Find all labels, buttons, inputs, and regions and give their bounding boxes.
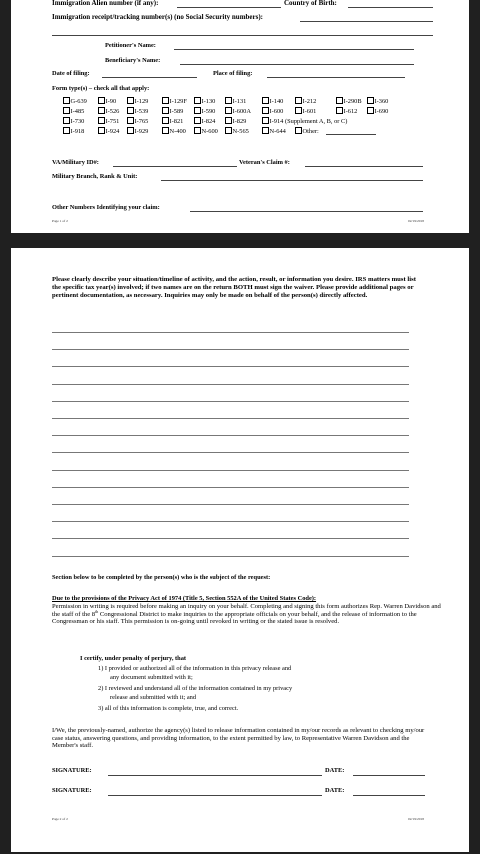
country-of-birth-field[interactable]: [348, 7, 433, 8]
checkbox-icon[interactable]: [262, 97, 269, 104]
form-type-checkbox-item[interactable]: [336, 107, 357, 116]
form-type-label: I-929: [134, 128, 149, 135]
form-type-label: I-212: [302, 98, 317, 105]
va-military-id-field[interactable]: [113, 166, 237, 167]
checkbox-icon[interactable]: [63, 127, 70, 134]
description-line[interactable]: [52, 504, 409, 505]
description-line[interactable]: [52, 538, 409, 539]
form-type-label: I-612: [343, 108, 358, 115]
checkbox-icon[interactable]: [367, 97, 374, 104]
petitioner-name-label: Petitioner's Name:: [105, 42, 156, 49]
checkbox-icon[interactable]: [194, 127, 201, 134]
form-type-checkbox-item[interactable]: [262, 107, 283, 116]
checkbox-icon[interactable]: [63, 107, 70, 114]
checkbox-icon[interactable]: [225, 127, 232, 134]
form-type-label: I-589: [169, 108, 184, 115]
checkbox-icon[interactable]: [295, 97, 302, 104]
petitioner-name-field[interactable]: [174, 49, 414, 50]
form-type-checkbox-item[interactable]: [98, 117, 119, 126]
checkbox-icon[interactable]: [194, 97, 201, 104]
place-of-filing-label: Place of filing:: [213, 70, 253, 77]
veterans-claim-label: Veteran's Claim #:: [239, 159, 290, 166]
cert-item-1: 1) I provided or authorized all of the information in this privacy release and: [98, 665, 292, 672]
form-type-label: Other:: [302, 128, 319, 135]
form-type-checkbox-item[interactable]: [367, 97, 388, 106]
form-type-checkbox-item[interactable]: [127, 127, 148, 136]
checkbox-icon[interactable]: [162, 127, 169, 134]
country-of-birth-label: Country of Birth:: [284, 0, 337, 7]
signature-field-2[interactable]: [108, 795, 322, 796]
form-type-checkbox-item[interactable]: [63, 127, 84, 136]
alien-number-field[interactable]: [177, 7, 281, 8]
form-type-checkbox-item[interactable]: [194, 97, 215, 106]
signature-label-1: SIGNATURE:: [52, 767, 92, 774]
form-type-label: I-130: [201, 98, 216, 105]
form-types-label: Form type(s) – check all that apply:: [52, 85, 150, 92]
form-type-checkbox-item[interactable]: [262, 117, 347, 126]
date-code: 02/19/2018: [408, 219, 424, 223]
form-type-checkbox-item[interactable]: [162, 107, 183, 116]
form-type-label: N-644: [269, 128, 286, 135]
form-type-label: I-290B: [343, 98, 362, 105]
privacy-text-sup: th: [95, 608, 99, 614]
checkbox-icon[interactable]: [98, 117, 105, 124]
form-page-1: [11, 0, 469, 233]
checkbox-icon[interactable]: [162, 117, 169, 124]
description-line[interactable]: [52, 470, 409, 471]
form-type-label: N-565: [232, 128, 249, 135]
date-label-2: DATE:: [325, 787, 345, 794]
other-numbers-label: Other Numbers Identifying your claim:: [52, 204, 160, 211]
form-type-label: I-129F: [169, 98, 187, 105]
checkbox-icon[interactable]: [194, 107, 201, 114]
form-type-checkbox-item[interactable]: [295, 97, 316, 106]
form-type-checkbox-item[interactable]: [162, 117, 183, 126]
page-number-2: Page 2 of 2: [52, 817, 68, 821]
form-type-label: I-539: [134, 108, 149, 115]
form-type-label: I-918: [70, 128, 85, 135]
checkbox-icon[interactable]: [98, 127, 105, 134]
form-type-label: I-730: [70, 118, 85, 125]
cert-item-2: 2) I reviewed and understand all of the information contained in my privacy: [98, 685, 293, 692]
form-type-checkbox-item[interactable]: [295, 107, 316, 116]
place-of-filing-field[interactable]: [267, 77, 405, 78]
form-type-label: I-600A: [232, 108, 251, 115]
checkbox-icon[interactable]: [63, 117, 70, 124]
form-type-label: I-590: [201, 108, 216, 115]
form-type-checkbox-item[interactable]: [194, 107, 215, 116]
form-type-label: N-600: [201, 128, 218, 135]
checkbox-icon[interactable]: [262, 127, 269, 134]
form-type-label: I-601: [302, 108, 317, 115]
description-line[interactable]: [52, 556, 409, 557]
description-line[interactable]: [52, 418, 409, 419]
form-type-checkbox-item[interactable]: [336, 97, 362, 106]
checkbox-icon[interactable]: [194, 117, 201, 124]
other-form-field[interactable]: [326, 134, 376, 135]
veterans-claim-field[interactable]: [305, 166, 423, 167]
other-numbers-field[interactable]: [190, 211, 423, 212]
description-line[interactable]: [52, 384, 409, 385]
form-type-label: I-131: [232, 98, 247, 105]
form-type-label: G-639: [70, 98, 87, 105]
cert-item-3: 3) all of this information is complete, true, and correct.: [98, 705, 239, 712]
checkbox-icon[interactable]: [127, 97, 134, 104]
form-type-checkbox-item[interactable]: [162, 97, 187, 106]
privacy-text-part1: Permission in writing is required before making an inquiry on your behalf. Completing and signing this form authorizes Rep. Warren Davidson and the staff of the 8: [52, 603, 441, 618]
description-line[interactable]: [52, 452, 409, 453]
certify-heading: I certify, under penalty of perjury, that: [80, 655, 187, 662]
form-type-checkbox-item[interactable]: [63, 97, 87, 106]
form-type-label: I-526: [105, 108, 120, 115]
checkbox-icon[interactable]: [336, 97, 343, 104]
form-type-checkbox-item[interactable]: [262, 97, 283, 106]
checkbox-icon[interactable]: [225, 107, 232, 114]
checkbox-icon[interactable]: [127, 127, 134, 134]
form-type-checkbox-item[interactable]: [127, 97, 148, 106]
cert-item-1b: any document submitted with it;: [110, 674, 193, 681]
checkbox-icon[interactable]: [367, 107, 374, 114]
cert-item-2b: release and submitted with it; and: [110, 694, 197, 701]
receipt-numbers-field[interactable]: [300, 21, 433, 22]
form-type-checkbox-item[interactable]: [295, 127, 319, 136]
form-type-checkbox-item[interactable]: [98, 127, 119, 136]
section-heading: Section below to be completed by the person(s) who is the subject of the request:: [52, 574, 271, 581]
form-type-checkbox-item[interactable]: [194, 117, 215, 126]
form-type-checkbox-item[interactable]: [262, 127, 286, 136]
privacy-text-part2: Congressional District to make inquiries to the appropriate officials on your behalf, and the release of information to the Congressman or his staff. This permission is on-going until revoked in writing or the stated issue is resolved.: [52, 610, 417, 626]
checkbox-icon[interactable]: [162, 97, 169, 104]
instructions-text: Please clearly describe your situation/timeline of activity, and the action, result, or information you desire. IRS matters must list the specific tax year(s) involved; if two names are on the return BOTH must sign the waiver. Please provide additional pages or pertinent documentation, as necessary. Inquiries may only be made on behalf of the person(s) directly affected.: [52, 276, 416, 300]
form-type-label: N-400: [169, 128, 186, 135]
form-type-label: I-914 (Supplement A, B, or C): [269, 118, 348, 125]
form-type-checkbox-item[interactable]: [98, 97, 116, 106]
alien-number-label: Immigration Alien number (if any):: [52, 0, 159, 7]
form-type-checkbox-item[interactable]: [225, 117, 246, 126]
description-line[interactable]: [52, 435, 409, 436]
checkbox-icon[interactable]: [127, 117, 134, 124]
form-type-checkbox-item[interactable]: [127, 107, 148, 116]
form-type-label: I-140: [269, 98, 284, 105]
form-type-label: I-690: [374, 108, 389, 115]
form-type-label: I-829: [232, 118, 247, 125]
description-line[interactable]: [52, 487, 409, 488]
checkbox-icon[interactable]: [225, 117, 232, 124]
checkbox-icon[interactable]: [336, 107, 343, 114]
privacy-act-heading: Due to the provisions of the Privacy Act of 1974 (Title 5, Section 552A of the United States Code):: [52, 595, 317, 602]
description-line[interactable]: [52, 521, 409, 522]
checkbox-icon[interactable]: [295, 127, 302, 134]
checkbox-icon[interactable]: [262, 107, 269, 114]
form-type-checkbox-item[interactable]: [225, 107, 251, 116]
form-type-label: I-485: [70, 108, 85, 115]
form-type-checkbox-item[interactable]: [98, 107, 119, 116]
checkbox-icon[interactable]: [63, 97, 70, 104]
form-type-checkbox-item[interactable]: [367, 107, 388, 116]
date-label-1: DATE:: [325, 767, 345, 774]
receipt-numbers-field-2[interactable]: [52, 35, 433, 36]
military-branch-field[interactable]: [161, 180, 423, 181]
description-line[interactable]: [52, 332, 409, 333]
form-type-label: I-360: [374, 98, 389, 105]
form-type-checkbox-item[interactable]: [162, 127, 186, 136]
privacy-permission-text: [52, 603, 444, 626]
date-field-2[interactable]: [353, 795, 425, 796]
checkbox-icon[interactable]: [225, 97, 232, 104]
checkbox-icon[interactable]: [98, 97, 105, 104]
release-authorization-text: I/We, the previously-named, authorize the agency(s) listed to release information contained in my/our records as relevant to checking my/our case status, answering questions, and providing information, to the extent permitted by law, to Representative Warren Davidson and the Member's staff.: [52, 727, 425, 750]
date-field-1[interactable]: [353, 775, 425, 776]
form-type-checkbox-item[interactable]: [63, 117, 84, 126]
date-of-filing-field[interactable]: [102, 77, 197, 78]
form-type-label: I-821: [169, 118, 184, 125]
description-line[interactable]: [52, 349, 409, 350]
receipt-numbers-label: Immigration receipt/tracking number(s) (no Social Security numbers):: [52, 13, 264, 21]
form-page-2: [11, 248, 469, 852]
checkbox-icon[interactable]: [295, 107, 302, 114]
form-type-checkbox-item[interactable]: [194, 127, 218, 136]
form-type-label: I-824: [201, 118, 216, 125]
date-code-2: 02/19/2018: [408, 817, 424, 821]
military-branch-label: Military Branch, Rank & Unit:: [52, 173, 138, 180]
form-type-checkbox-item[interactable]: [63, 107, 84, 116]
checkbox-icon[interactable]: [127, 107, 134, 114]
form-type-checkbox-item[interactable]: [225, 97, 246, 106]
date-of-filing-label: Date of filing:: [52, 70, 90, 77]
checkbox-icon[interactable]: [98, 107, 105, 114]
beneficiary-name-field[interactable]: [180, 64, 414, 65]
form-type-checkbox-item[interactable]: [225, 127, 249, 136]
description-line[interactable]: [52, 366, 409, 367]
checkbox-icon[interactable]: [162, 107, 169, 114]
beneficiary-name-label: Beneficiary's Name:: [105, 57, 161, 64]
description-line[interactable]: [52, 401, 409, 402]
page-number: Page 1 of 2: [52, 219, 68, 223]
form-type-label: I-600: [269, 108, 284, 115]
signature-label-2: SIGNATURE:: [52, 787, 92, 794]
form-type-label: I-751: [105, 118, 120, 125]
form-type-label: I-129: [134, 98, 149, 105]
va-military-id-label: VA/Military ID#:: [52, 159, 99, 166]
form-type-checkbox-item[interactable]: [127, 117, 148, 126]
form-type-label: I-90: [105, 98, 117, 105]
form-type-label: I-924: [105, 128, 120, 135]
signature-field-1[interactable]: [108, 775, 322, 776]
form-type-label: I-765: [134, 118, 149, 125]
checkbox-icon[interactable]: [262, 117, 269, 124]
